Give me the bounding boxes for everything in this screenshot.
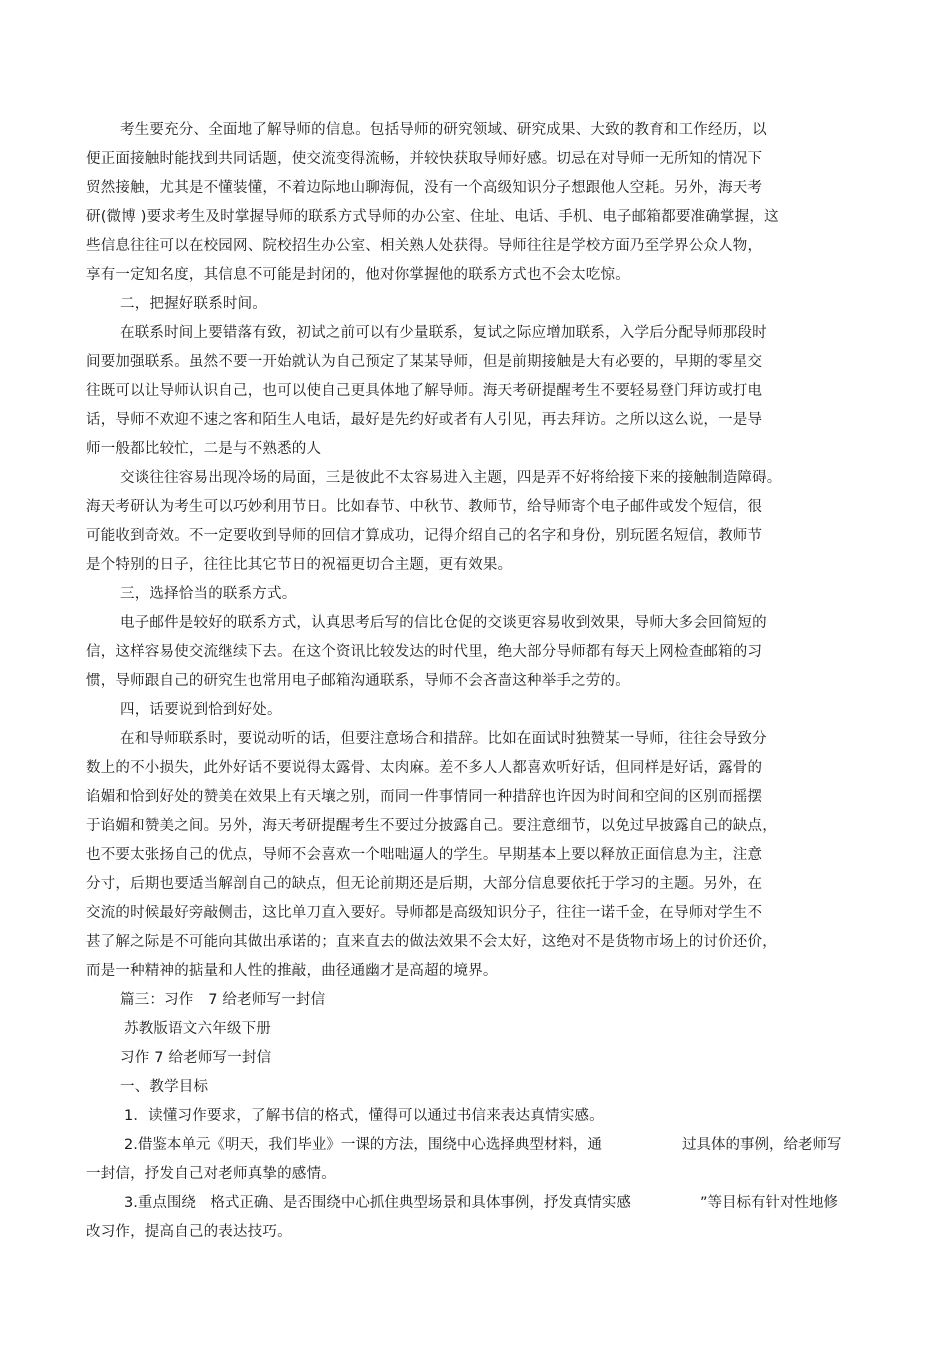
objective-item-text: ”等目标有针对性地修 [700,1195,839,1211]
section-heading: 一、教学目标 [120,1079,209,1095]
paragraph-line: 惯，导师跟自己的研究生也常用电子邮箱沟通联系，导师不会吝啬这种举手之劳的。 [86,673,630,689]
paragraph-line: 在联系时间上要错落有致，初试之前可以有少量联系，复试之际应增加联系，入学后分配导师那段时 [120,325,767,341]
objective-item-text: 过具体的事例，给老师写 [682,1137,842,1153]
paragraph-line: 海天考研认为考生可以巧妙利用节日。比如春节、中秋节、教师节，给导师寄个电子邮件或发个短信，很 [86,499,763,515]
paragraph-line: 贸然接触，尤其是不懂装懂，不着边际地山聊海侃，没有一个高级知识分子想跟他人空耗。另外，海天考 [86,180,763,196]
section-heading: 三，选择恰当的联系方式。 [120,586,297,602]
paragraph-line: 师一般都比较忙，二是与不熟悉的人 [86,441,322,457]
paragraph-line: 往既可以让导师认识自己，也可以使自己更具体地了解导师。海天考研提醒考生不要轻易登门拜访或打电 [86,383,763,399]
lesson-title: 习作 7 给老师写一封信 [120,1050,272,1066]
chapter-heading: 篇三：习作 7 给老师写一封信 [120,992,326,1008]
textbook-subtitle: 苏教版语文六年级下册 [124,1021,271,1037]
objective-item: 1．读懂习作要求，了解书信的格式，懂得可以通过书信来表达真情实感。 [124,1108,604,1124]
paragraph-line: 间要加强联系。虽然不要一开始就认为自己预定了某某导师，但是前期接触是大有必要的，早期的零星交 [86,354,763,370]
paragraph-line: 可能收到奇效。不一定要收到导师的回信才算成功，记得介绍自己的名字和身份，别玩匿名短信，教师节 [86,528,763,544]
objective-item-text: 2.借鉴本单元《明天，我们毕业》一课的方法，围绕中心选择典型材料，通 [124,1137,602,1153]
paragraph-line: 交流的时候最好旁敲侧击，这比单刀直入要好。导师都是高级知识分子，往往一诺千金，在导师对学生不 [86,905,763,921]
paragraph-line: 交谈往往容易出现冷场的局面，三是彼此不太容易进入主题，四是弄不好将给接下来的接触制造障碍。 [120,470,782,486]
objective-item-text: 3.重点围绕 格式正确、是否围绕中心抓住典型场景和具体事例，抒发真情实感 [124,1195,631,1211]
objective-item-text: 改习作，提高自己的表达技巧。 [86,1224,292,1240]
paragraph-line: 是个特别的日子，往往比其它节日的祝福更切合主题，更有效果。 [86,557,513,573]
paragraph-line: 信，这样容易使交流继续下去。在这个资讯比较发达的时代里，绝大部分导师都有每天上网检查邮箱的习 [86,644,763,660]
paragraph-line: 电子邮件是较好的联系方式，认真思考后写的信比仓促的交谈更容易收到效果，导师大多会回简短的 [120,615,767,631]
section-heading: 二，把握好联系时间。 [120,296,267,312]
section-heading: 四，话要说到恰到好处。 [120,702,282,718]
paragraph-line: 考生要充分、全面地了解导师的信息。包括导师的研究领域、研究成果、大致的教育和工作经历，以 [120,122,767,138]
paragraph-line: 甚了解之际是不可能向其做出承诺的；直来直去的做法效果不会太好，这绝对不是货物市场上的讨价还价， [86,934,777,950]
paragraph-line: 谄媚和恰到好处的赞美在效果上有天壤之别，而同一件事情同一种措辞也许因为时间和空间的区别而摇摆 [86,789,763,805]
paragraph-line: 分寸，后期也要适当解剖自己的缺点，但无论前期还是后期，大部分信息要依托于学习的主题。另外，在 [86,876,763,892]
paragraph-line: 些信息往往可以在校园网、院校招生办公室、相关熟人处获得。导师往往是学校方面乃至学界公众人物， [86,238,763,254]
paragraph-line: 在和导师联系时，要说动听的话，但要注意场合和措辞。比如在面试时独赞某一导师，往往会导致分 [120,731,767,747]
paragraph-line: 数上的不小损失，此外好话不要说得太露骨、太肉麻。差不多人人都喜欢听好话，但同样是好话，露骨的 [86,760,763,776]
paragraph-line: 于谄媚和赞美之间。另外，海天考研提醒考生不要过分披露自己。要注意细节，以免过早披露自己的缺点， [86,818,777,834]
paragraph-line: 而是一种精神的掂量和人性的推敲，曲径通幽才是高超的境界。 [86,963,498,979]
paragraph-line: 研(微博 )要求考生及时掌握导师的联系方式导师的办公室、住址、电话、手机、电子邮箱都要准确掌握，这 [86,209,779,225]
paragraph-line: 也不要太张扬自己的优点，导师不会喜欢一个咄咄逼人的学生。早期基本上要以释放正面信息为主，注意 [86,847,763,863]
paragraph-line: 享有一定知名度，其信息不可能是封闭的，他对你掌握他的联系方式也不会太吃惊。 [86,267,630,283]
objective-item-text: 一封信，抒发自己对老师真挚的感情。 [86,1166,336,1182]
paragraph-line: 便正面接触时能找到共同话题，使交流变得流畅，并较快获取导师好感。切忌在对导师一无所知的情况下 [86,151,763,167]
paragraph-line: 话，导师不欢迎不速之客和陌生人电话，最好是先约好或者有人引见，再去拜访。之所以这么说，一是导 [86,412,763,428]
